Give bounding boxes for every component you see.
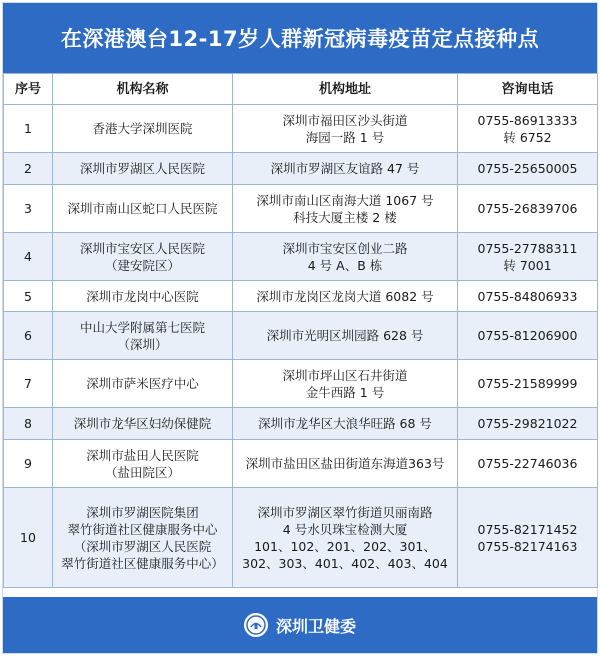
table-row	[4, 312, 598, 360]
vaccination-sites-table	[3, 73, 598, 588]
cell-address: 深圳市坪山区石井街道 金牛西路 1 号	[233, 360, 458, 408]
cell-name: 深圳市罗湖医院集团 翠竹街道社区健康服务中心 （深圳市罗湖区人民医院 翠竹街道社区健康服务中心）	[53, 488, 233, 588]
cell-phone: 0755-86913333 转 6752	[458, 105, 598, 153]
table-row	[4, 440, 598, 488]
header-institution-name: 机构名称	[53, 74, 233, 105]
header-phone: 咨询电话	[458, 74, 598, 105]
cell-phone: 0755-25650005	[458, 153, 598, 185]
cell-number: 9	[4, 440, 53, 488]
cell-name: 深圳市盐田人民医院 （盐田院区）	[53, 440, 233, 488]
cell-address: 深圳市福田区沙头街道 海园一路 1 号	[233, 105, 458, 153]
cell-address: 深圳市宝安区创业二路 4 号 A、B 栋	[233, 233, 458, 281]
cell-address: 深圳市罗湖区翠竹街道贝丽南路 4 号水贝珠宝检测大厦 101、102、201、202、301、 302、303、401、402、403、404	[233, 488, 458, 588]
cell-number: 5	[4, 281, 53, 312]
cell-name: 深圳市龙华区妇幼保健院	[53, 408, 233, 440]
table-row	[4, 281, 598, 312]
cell-number: 3	[4, 185, 53, 233]
header-institution-address: 机构地址	[233, 74, 458, 105]
cell-name: 中山大学附属第七医院 （深圳）	[53, 312, 233, 360]
table-row	[4, 153, 598, 185]
health-commission-logo-icon	[244, 613, 268, 637]
cell-name: 深圳市罗湖区人民医院	[53, 153, 233, 185]
table-row	[4, 408, 598, 440]
cell-phone: 0755-26839706	[458, 185, 598, 233]
table-header-row	[4, 74, 598, 105]
cell-number: 6	[4, 312, 53, 360]
cell-number: 8	[4, 408, 53, 440]
page-title-bar	[3, 3, 597, 73]
cell-address: 深圳市龙华区大浪华旺路 68 号	[233, 408, 458, 440]
cell-address: 深圳市光明区圳园路 628 号	[233, 312, 458, 360]
cell-phone: 0755-27788311 转 7001	[458, 233, 598, 281]
footer-bar	[3, 597, 597, 653]
table-row	[4, 185, 598, 233]
cell-number: 7	[4, 360, 53, 408]
table-row	[4, 105, 598, 153]
cell-name: 深圳市南山区蛇口人民医院	[53, 185, 233, 233]
cell-phone: 0755-84806933	[458, 281, 598, 312]
cell-phone: 0755-81206900	[458, 312, 598, 360]
cell-phone: 0755-29821022	[458, 408, 598, 440]
cell-phone: 0755-21589999	[458, 360, 598, 408]
cell-name: 香港大学深圳医院	[53, 105, 233, 153]
cell-number: 10	[4, 488, 53, 588]
cell-name: 深圳市宝安区人民医院 （建安院区）	[53, 233, 233, 281]
table-row	[4, 360, 598, 408]
footer-org-name: 深圳卫健委	[275, 616, 356, 636]
cell-number: 4	[4, 233, 53, 281]
cell-address: 深圳市龙岗区龙岗大道 6082 号	[233, 281, 458, 312]
table-row	[4, 488, 598, 588]
vaccine-site-sheet	[2, 2, 598, 654]
cell-name: 深圳市龙岗中心医院	[53, 281, 233, 312]
cell-number: 1	[4, 105, 53, 153]
cell-address: 深圳市南山区南海大道 1067 号 科技大厦主楼 2 楼	[233, 185, 458, 233]
cell-phone: 0755-22746036	[458, 440, 598, 488]
cell-address: 深圳市罗湖区友谊路 47 号	[233, 153, 458, 185]
table-row	[4, 233, 598, 281]
cell-number: 2	[4, 153, 53, 185]
header-number: 序号	[4, 74, 53, 105]
cell-address: 深圳市盐田区盐田街道东海道363号	[233, 440, 458, 488]
page-title: 在深港澳台12-17岁人群新冠病毒疫苗定点接种点	[60, 27, 540, 51]
cell-name: 深圳市萨米医疗中心	[53, 360, 233, 408]
cell-phone: 0755-82171452 0755-82174163	[458, 488, 598, 588]
